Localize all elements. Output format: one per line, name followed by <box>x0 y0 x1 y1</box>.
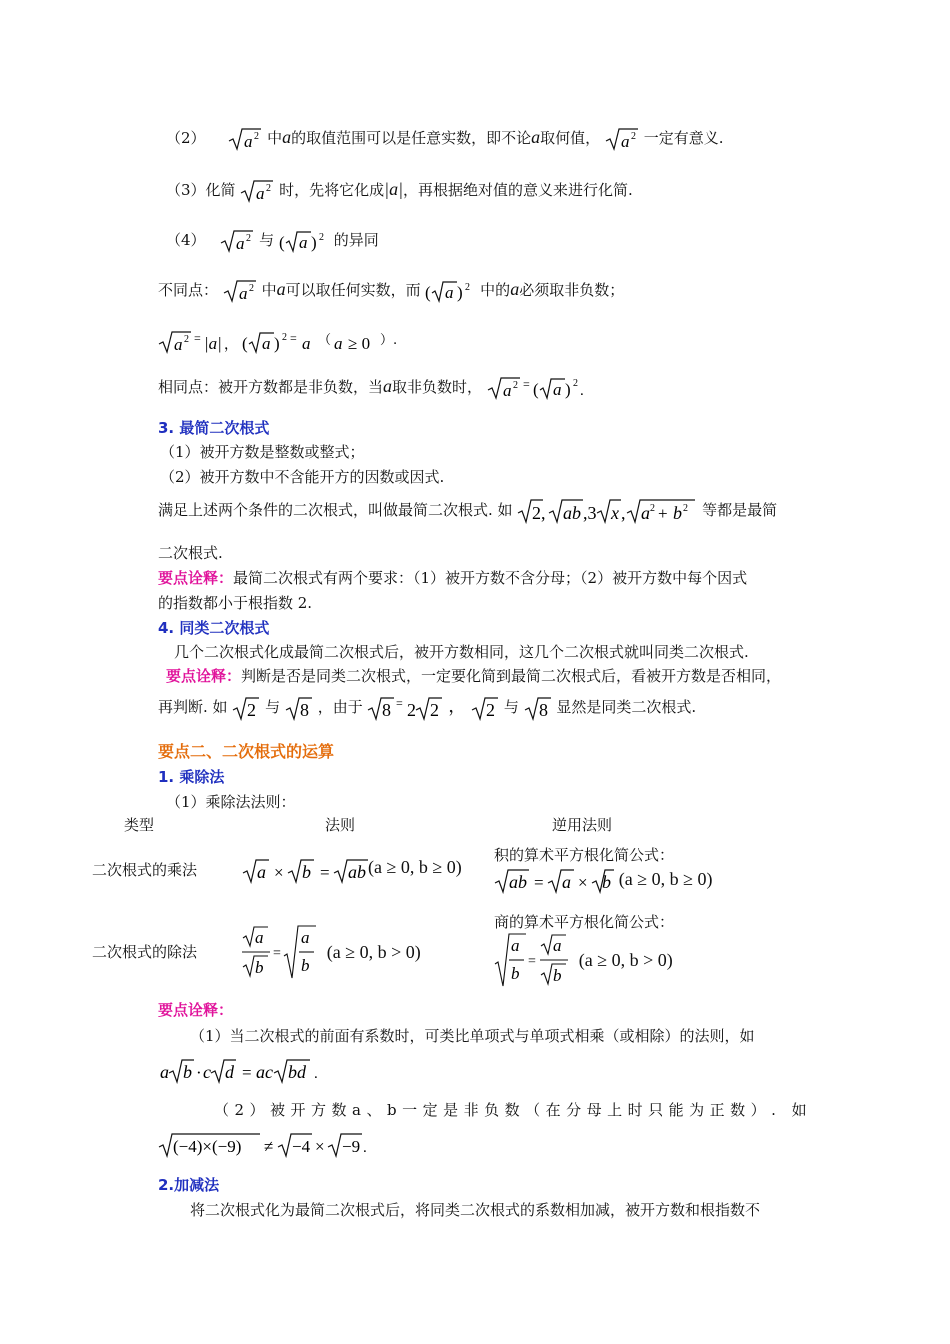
condition-2: （2）被开方数中不含能开方的因数或因式. <box>160 468 445 486</box>
svg-text:−9: −9 <box>342 1137 361 1156</box>
mult-inverse <box>494 866 713 896</box>
note-label: 要点诠释： <box>158 1001 234 1019</box>
svg-text:a: a <box>160 1062 169 1082</box>
note-label: 要点诠释： <box>166 667 242 685</box>
svg-text:(: ( <box>242 334 248 353</box>
rule-title: （1）乘除法法则： <box>166 793 296 811</box>
abs-a: |a| <box>384 179 404 199</box>
text: ，由于 <box>317 698 363 716</box>
svg-text:=: = <box>534 873 544 892</box>
text: 判断是否是同类二次根式，一定要化简到最简二次根式后，看被开方数是否相同， <box>241 667 782 685</box>
svg-text:bd: bd <box>288 1062 306 1082</box>
svg-text:(: ( <box>278 233 285 252</box>
svg-text:a: a <box>298 233 308 252</box>
mult-inverse-title: 积的算术平方根化简公式： <box>494 846 675 864</box>
sqrt-a-squared <box>605 126 639 152</box>
div-inverse <box>494 932 673 988</box>
var-a: a <box>282 127 292 147</box>
svg-text:c: c <box>203 1062 211 1082</box>
svg-text:，: ， <box>224 337 238 353</box>
svg-text:b: b <box>602 872 611 892</box>
svg-text:b: b <box>553 966 562 985</box>
note-line-2: 的指数都小于根指数 2. <box>158 594 313 612</box>
svg-text:a: a <box>553 936 562 955</box>
sqrt-a-squared <box>240 178 274 204</box>
svg-text:b: b <box>511 964 520 983</box>
svg-text:b: b <box>183 1062 192 1082</box>
svg-text:.: . <box>363 1140 367 1156</box>
svg-text:b: b <box>301 956 310 975</box>
svg-text:a: a <box>236 234 245 253</box>
svg-text:2: 2 <box>248 283 254 294</box>
svg-text:2: 2 <box>282 332 287 343</box>
note-label: 要点诠释： <box>158 569 234 587</box>
sub-2-title: 2.加减法 <box>158 1176 220 1194</box>
svg-text:=: = <box>396 696 404 710</box>
svg-text:x: x <box>611 503 620 523</box>
svg-text:a: a <box>257 862 266 882</box>
text: 不同点： <box>158 281 219 299</box>
mult-inverse-condition: (a ≥ 0, b ≥ 0) <box>618 869 713 889</box>
sub-1-title: 1. 乘除法 <box>158 768 225 786</box>
svg-text:a: a <box>244 132 253 151</box>
definition-line-2: 二次根式. <box>158 544 223 562</box>
col-rule-header: 法则 <box>325 816 356 834</box>
svg-text:2: 2 <box>430 700 440 720</box>
text: 与 <box>265 698 281 716</box>
svg-text:a: a <box>552 380 562 399</box>
div-inverse-formula <box>494 932 574 988</box>
svg-text:|a|: |a| <box>204 334 222 353</box>
svg-text:a: a <box>502 381 512 400</box>
similar-definition: 几个二次根式化成最简二次根式后，被开方数相同，这几个二次根式就叫同类二次根式. <box>174 643 749 661</box>
svg-text:=: = <box>273 946 281 961</box>
definition-line <box>158 496 777 526</box>
div-inverse-title: 商的算术平方根化简公式： <box>494 913 675 931</box>
svg-text:2: 2 <box>630 131 636 142</box>
text: 与 <box>503 698 519 716</box>
svg-text:2: 2 <box>407 700 417 720</box>
svg-text:=: = <box>522 377 530 391</box>
text: 必须取非负数； <box>519 281 625 299</box>
mult-type: 二次根式的乘法 <box>92 861 198 879</box>
div-rule <box>242 924 421 980</box>
svg-text:2: 2 <box>247 700 257 720</box>
text: 中的 <box>480 281 511 299</box>
text: 的取值范围可以是任意实数，即不论 <box>291 129 532 147</box>
note-1-example <box>158 1056 328 1086</box>
svg-text:ab: ab <box>348 862 366 882</box>
svg-text:): ) <box>310 233 317 252</box>
text: 最简二次根式有两个要求：（1）被开方数不含分母；（2）被开方数中每个因式 <box>233 569 748 587</box>
abs-formula <box>158 328 408 356</box>
item-4-line <box>166 228 379 254</box>
item-number: （4） <box>166 231 206 249</box>
var-a: a <box>531 127 541 147</box>
text: 的异同 <box>333 231 379 249</box>
svg-text:a: a <box>238 284 248 303</box>
svg-text:a: a <box>562 872 571 892</box>
svg-text:=: = <box>194 331 201 345</box>
col-type-header: 类型 <box>124 816 155 834</box>
part-2-title: 要点二、二次根式的运算 <box>158 742 335 761</box>
text: ，再根据绝对值的意义来进行化简. <box>403 181 633 199</box>
mult-rule <box>242 856 462 886</box>
svg-text:ab: ab <box>563 503 582 523</box>
text: 取何值， <box>540 129 601 147</box>
svg-text:2: 2 <box>512 380 518 391</box>
svg-text:2: 2 <box>683 503 689 514</box>
svg-text:−4: −4 <box>292 1137 311 1156</box>
svg-text:a: a <box>334 334 343 353</box>
text: 中 <box>267 129 283 147</box>
svg-text:≥ 0: ≥ 0 <box>348 334 371 353</box>
svg-text:a: a <box>620 132 630 151</box>
sqrt-8 <box>524 694 552 722</box>
div-formula <box>242 924 322 980</box>
svg-text:(−4)×(−9): (−4)×(−9) <box>173 1137 242 1156</box>
svg-text:): ) <box>564 380 571 399</box>
add-sub-text: 将二次根式化为最简二次根式后，将同类二次根式的系数相加减，被开方数和根指数不 <box>190 1201 761 1219</box>
svg-text:a: a <box>445 283 454 302</box>
svg-text:b: b <box>302 862 311 882</box>
svg-text:=: = <box>290 331 297 345</box>
div-inverse-condition: (a ≥ 0, b > 0) <box>578 950 673 970</box>
note-1: （1）当二次根式的前面有系数时，可类比单项式与单项式相乘（或相除）的法则，如 <box>190 1027 755 1045</box>
svg-text:×: × <box>578 873 588 892</box>
same-formula <box>487 374 587 402</box>
negative-example-formula <box>158 1130 368 1160</box>
text: 相同点：被开方数都是非负数，当 <box>158 378 384 396</box>
note-2: （2）被开方数a、b一定是非负数（在分母上时只能为正数）. 如 <box>214 1101 813 1119</box>
svg-text:a: a <box>256 184 265 203</box>
sqrt-2 <box>232 694 260 722</box>
text: 中 <box>261 281 277 299</box>
svg-text:,3: ,3 <box>583 503 597 523</box>
svg-text:）.: ）. <box>380 333 398 348</box>
svg-text:): ) <box>457 283 464 302</box>
svg-text:×: × <box>274 863 284 882</box>
svg-text:2: 2 <box>650 503 656 514</box>
text: 与 <box>259 231 275 249</box>
svg-text:a: a <box>174 335 183 354</box>
div-condition: (a ≥ 0, b > 0) <box>326 942 421 962</box>
svg-text:2: 2 <box>486 700 496 720</box>
div-type: 二次根式的除法 <box>92 943 198 961</box>
svg-text:b: b <box>673 503 683 523</box>
var-a: a <box>276 279 286 299</box>
note-line-2: 再判断. 如 2 与 8 ，由于 8 = 2 2 ， 2 与 8 显然是同类二次根式. <box>158 696 697 720</box>
item-3-line <box>166 178 633 204</box>
same-line <box>158 374 587 402</box>
mult-condition: (a ≥ 0, b ≥ 0) <box>368 857 462 877</box>
svg-text:b: b <box>255 958 264 977</box>
sqrt-8 <box>285 694 313 722</box>
sqrt-a-squared <box>220 228 254 254</box>
svg-text:(: ( <box>425 283 432 302</box>
sqrt-a-squared <box>223 278 257 304</box>
svg-text:2: 2 <box>465 282 471 293</box>
svg-text:(: ( <box>532 380 539 399</box>
svg-text:a: a <box>511 936 520 955</box>
var-a: a <box>510 279 520 299</box>
sqrt-a-squared <box>228 126 262 152</box>
svg-text:2: 2 <box>184 334 189 345</box>
note-line <box>158 568 747 588</box>
mult-inverse-formula <box>494 866 614 896</box>
svg-text:=: = <box>242 1063 252 1082</box>
text: 可以取任何实数，而 <box>285 281 421 299</box>
svg-text:（: （ <box>318 333 332 348</box>
svg-text:=: = <box>320 863 330 882</box>
sqrt-2 <box>471 694 499 722</box>
item-2-line <box>166 126 724 152</box>
svg-text:8: 8 <box>382 700 392 720</box>
svg-text:2: 2 <box>246 233 252 244</box>
text: 再判断. 如 <box>158 698 228 716</box>
svg-text:2,: 2, <box>532 503 546 523</box>
text: 一定有意义. <box>643 129 724 147</box>
svg-text:ac: ac <box>256 1062 273 1082</box>
svg-text:+: + <box>658 504 668 523</box>
note-2-example <box>158 1130 368 1160</box>
item-number: （2） <box>166 129 206 147</box>
svg-text:a: a <box>255 928 264 947</box>
svg-text:a: a <box>641 503 651 523</box>
svg-text:a: a <box>262 334 271 353</box>
svg-text:=: = <box>528 954 536 969</box>
svg-text:.: . <box>579 383 584 399</box>
text: 等都是最简 <box>702 501 778 519</box>
sqrt8-equals-2sqrt2 <box>367 694 443 722</box>
svg-text:2: 2 <box>572 378 578 389</box>
svg-text:d: d <box>225 1062 234 1082</box>
svg-text:2: 2 <box>254 131 260 142</box>
var-a: a <box>383 376 393 396</box>
svg-text:8: 8 <box>299 700 309 720</box>
text: 取非负数时， <box>392 378 483 396</box>
svg-text:a: a <box>301 928 310 947</box>
svg-text:,: , <box>621 503 626 523</box>
note-line <box>166 666 781 686</box>
svg-text:a: a <box>302 334 311 353</box>
coefficient-example-formula <box>158 1056 328 1086</box>
item-number: （3）化简 <box>166 181 236 199</box>
text: 时，先将它化成 <box>279 181 385 199</box>
text: 显然是同类二次根式. <box>556 698 697 716</box>
sqrt-a-paren-squared <box>279 228 329 254</box>
section-3-title: 3. 最简二次根式 <box>158 419 270 437</box>
section-4-title: 4. 同类二次根式 <box>158 619 270 637</box>
svg-text:≠: ≠ <box>264 1137 274 1156</box>
svg-text:×: × <box>315 1137 325 1156</box>
simplest-radicals-examples <box>517 496 697 526</box>
difference-line <box>158 278 624 304</box>
col-inverse-header: 逆用法则 <box>552 816 613 834</box>
svg-text:.: . <box>314 1066 318 1082</box>
svg-text:2: 2 <box>318 232 324 243</box>
svg-text:): ) <box>274 334 280 353</box>
svg-text:2: 2 <box>266 183 272 194</box>
condition-1: （1）被开方数是整数或整式； <box>160 443 365 461</box>
text: 满足上述两个条件的二次根式，叫做最简二次根式. 如 <box>158 501 513 519</box>
svg-text:·: · <box>196 1063 202 1082</box>
svg-text:8: 8 <box>538 700 548 720</box>
sqrt-a-paren-squared <box>425 278 475 304</box>
formula-line <box>158 328 408 356</box>
svg-text:ab: ab <box>509 872 527 892</box>
